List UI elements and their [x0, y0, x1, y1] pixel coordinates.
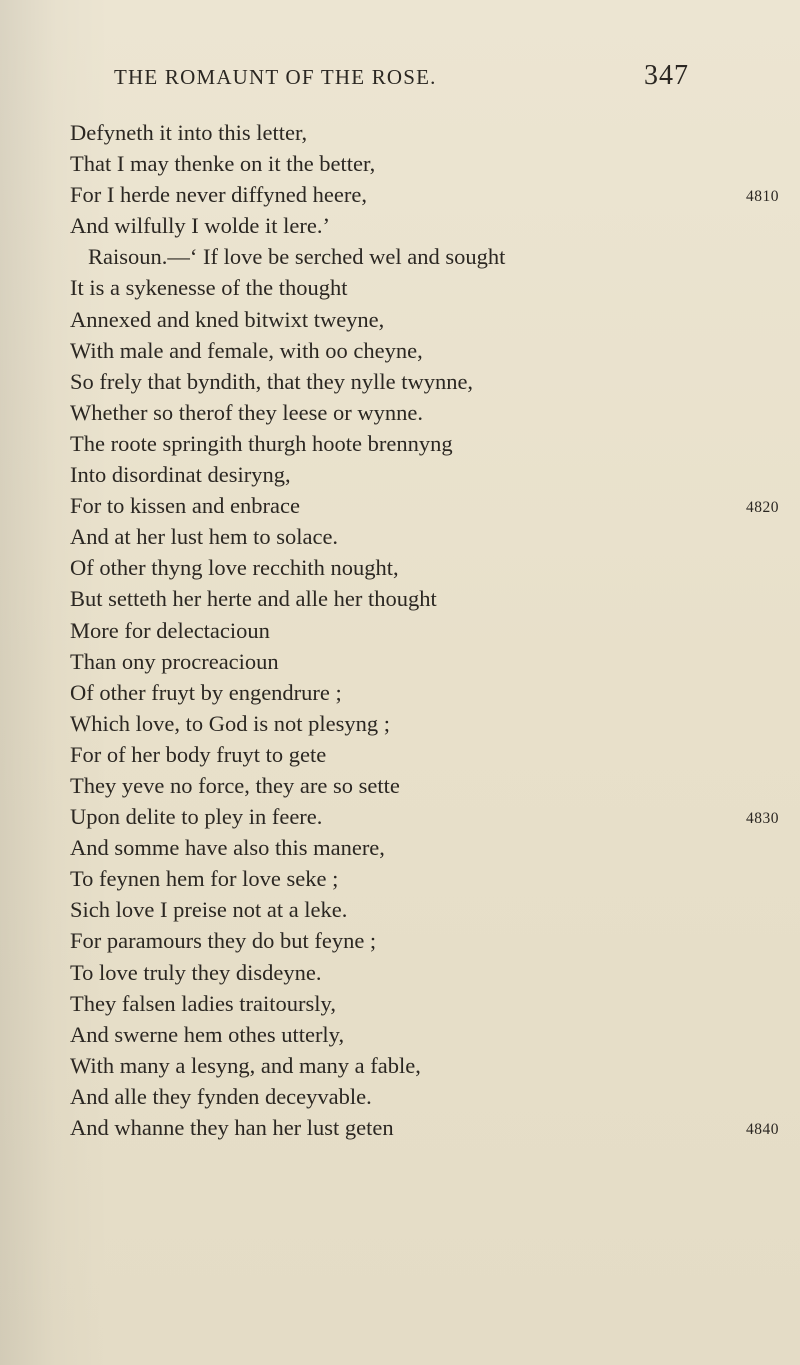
poem-line: [0, 397, 800, 428]
line-text: Upon delite to pley in feere.: [70, 804, 323, 830]
line-text: Whether so therof they leese or wynne.: [70, 399, 423, 425]
poem-line: [0, 708, 800, 739]
poem-line: [0, 459, 800, 490]
line-text: They falsen ladies traitoursly,: [70, 990, 336, 1016]
poem-line: [0, 988, 800, 1019]
poem-line: [0, 335, 800, 366]
line-text: Which love, to God is not plesyng ;: [70, 710, 390, 736]
poem-line: [0, 1112, 800, 1143]
poem-line: [0, 925, 800, 956]
poem-line: [0, 304, 800, 335]
line-number: 4830: [746, 810, 779, 828]
line-text: They yeve no force, they are so sette: [70, 772, 400, 798]
poem-line: [0, 1019, 800, 1050]
line-text: And alle they fynden deceyvable.: [70, 1083, 372, 1109]
poem-line: [0, 832, 800, 863]
line-text: It is a sykenesse of the thought: [70, 275, 348, 301]
poem-line: [0, 770, 800, 801]
poem-line: [0, 894, 800, 925]
line-text: And somme have also this manere,: [70, 835, 385, 861]
line-text: The roote springith thurgh hoote brennyng: [70, 430, 453, 456]
poem-line: [0, 521, 800, 552]
poem-line: [0, 241, 800, 272]
line-text: With many a lesyng, and many a fable,: [70, 1052, 421, 1078]
line-text: Defyneth it into this letter,: [70, 120, 308, 145]
line-text: Of other thyng love recchith nought,: [70, 555, 399, 581]
line-text: With male and female, with oo cheyne,: [70, 337, 423, 363]
poem-line: [0, 615, 800, 646]
line-text: For I herde never diffyned heere,: [70, 182, 367, 208]
poem-text: [0, 117, 800, 1143]
running-head: THE ROMAUNT OF THE ROSE.: [114, 65, 437, 89]
line-text: More for delectacioun: [70, 617, 270, 643]
line-text: So frely that byndith, that they nylle twynne,: [70, 368, 474, 394]
line-text: But setteth her herte and alle her thought: [70, 586, 437, 612]
poem-line: [0, 957, 800, 988]
line-text: For of her body fruyt to gete: [70, 741, 327, 767]
poem-line: [0, 366, 800, 397]
line-number: 4820: [746, 499, 779, 517]
poem-line: [0, 272, 800, 303]
poem-line: [0, 210, 800, 241]
line-text: To feynen hem for love seke ;: [70, 866, 339, 892]
line-text: And whanne they han her lust geten: [70, 1115, 394, 1140]
poem-line: [0, 148, 800, 179]
poem-line: [0, 552, 800, 583]
line-text: And at her lust hem to solace.: [70, 524, 339, 550]
line-text: Annexed and kned bitwixt tweyne,: [70, 306, 385, 332]
poem-line: [0, 1050, 800, 1081]
line-text: And swerne hem othes utterly,: [70, 1021, 345, 1047]
page-number: 347: [644, 60, 689, 91]
line-text: Raisoun.—‘ If love be serched wel and sought: [88, 244, 506, 270]
line-text: And wilfully I wolde it lere.’: [70, 213, 330, 239]
poem-line: [0, 801, 800, 832]
line-text: Of other fruyt by engendrure ;: [70, 679, 342, 705]
line-text: Into disordinat desiryng,: [70, 462, 291, 488]
line-text: Sich love I preise not at a leke.: [70, 897, 348, 923]
poem-line: [0, 428, 800, 459]
line-text: That I may thenke on it the better,: [70, 151, 376, 177]
poem-line: [0, 739, 800, 770]
poem-line: [0, 677, 800, 708]
line-number: 4810: [746, 188, 779, 206]
poem-line: [0, 117, 800, 148]
line-text: For paramours they do but feyne ;: [70, 928, 377, 954]
line-text: For to kissen and enbrace: [70, 493, 300, 519]
poem-line: [0, 646, 800, 677]
poem-line: [0, 179, 800, 210]
poem-line: [0, 1081, 800, 1112]
poem-line: [0, 583, 800, 614]
page-header: [114, 60, 689, 96]
line-number: 4840: [746, 1121, 779, 1138]
line-text: Than ony procreacioun: [70, 648, 279, 674]
poem-line: [0, 863, 800, 894]
poem-line: [0, 490, 800, 521]
line-text: To love truly they disdeyne.: [70, 959, 322, 985]
